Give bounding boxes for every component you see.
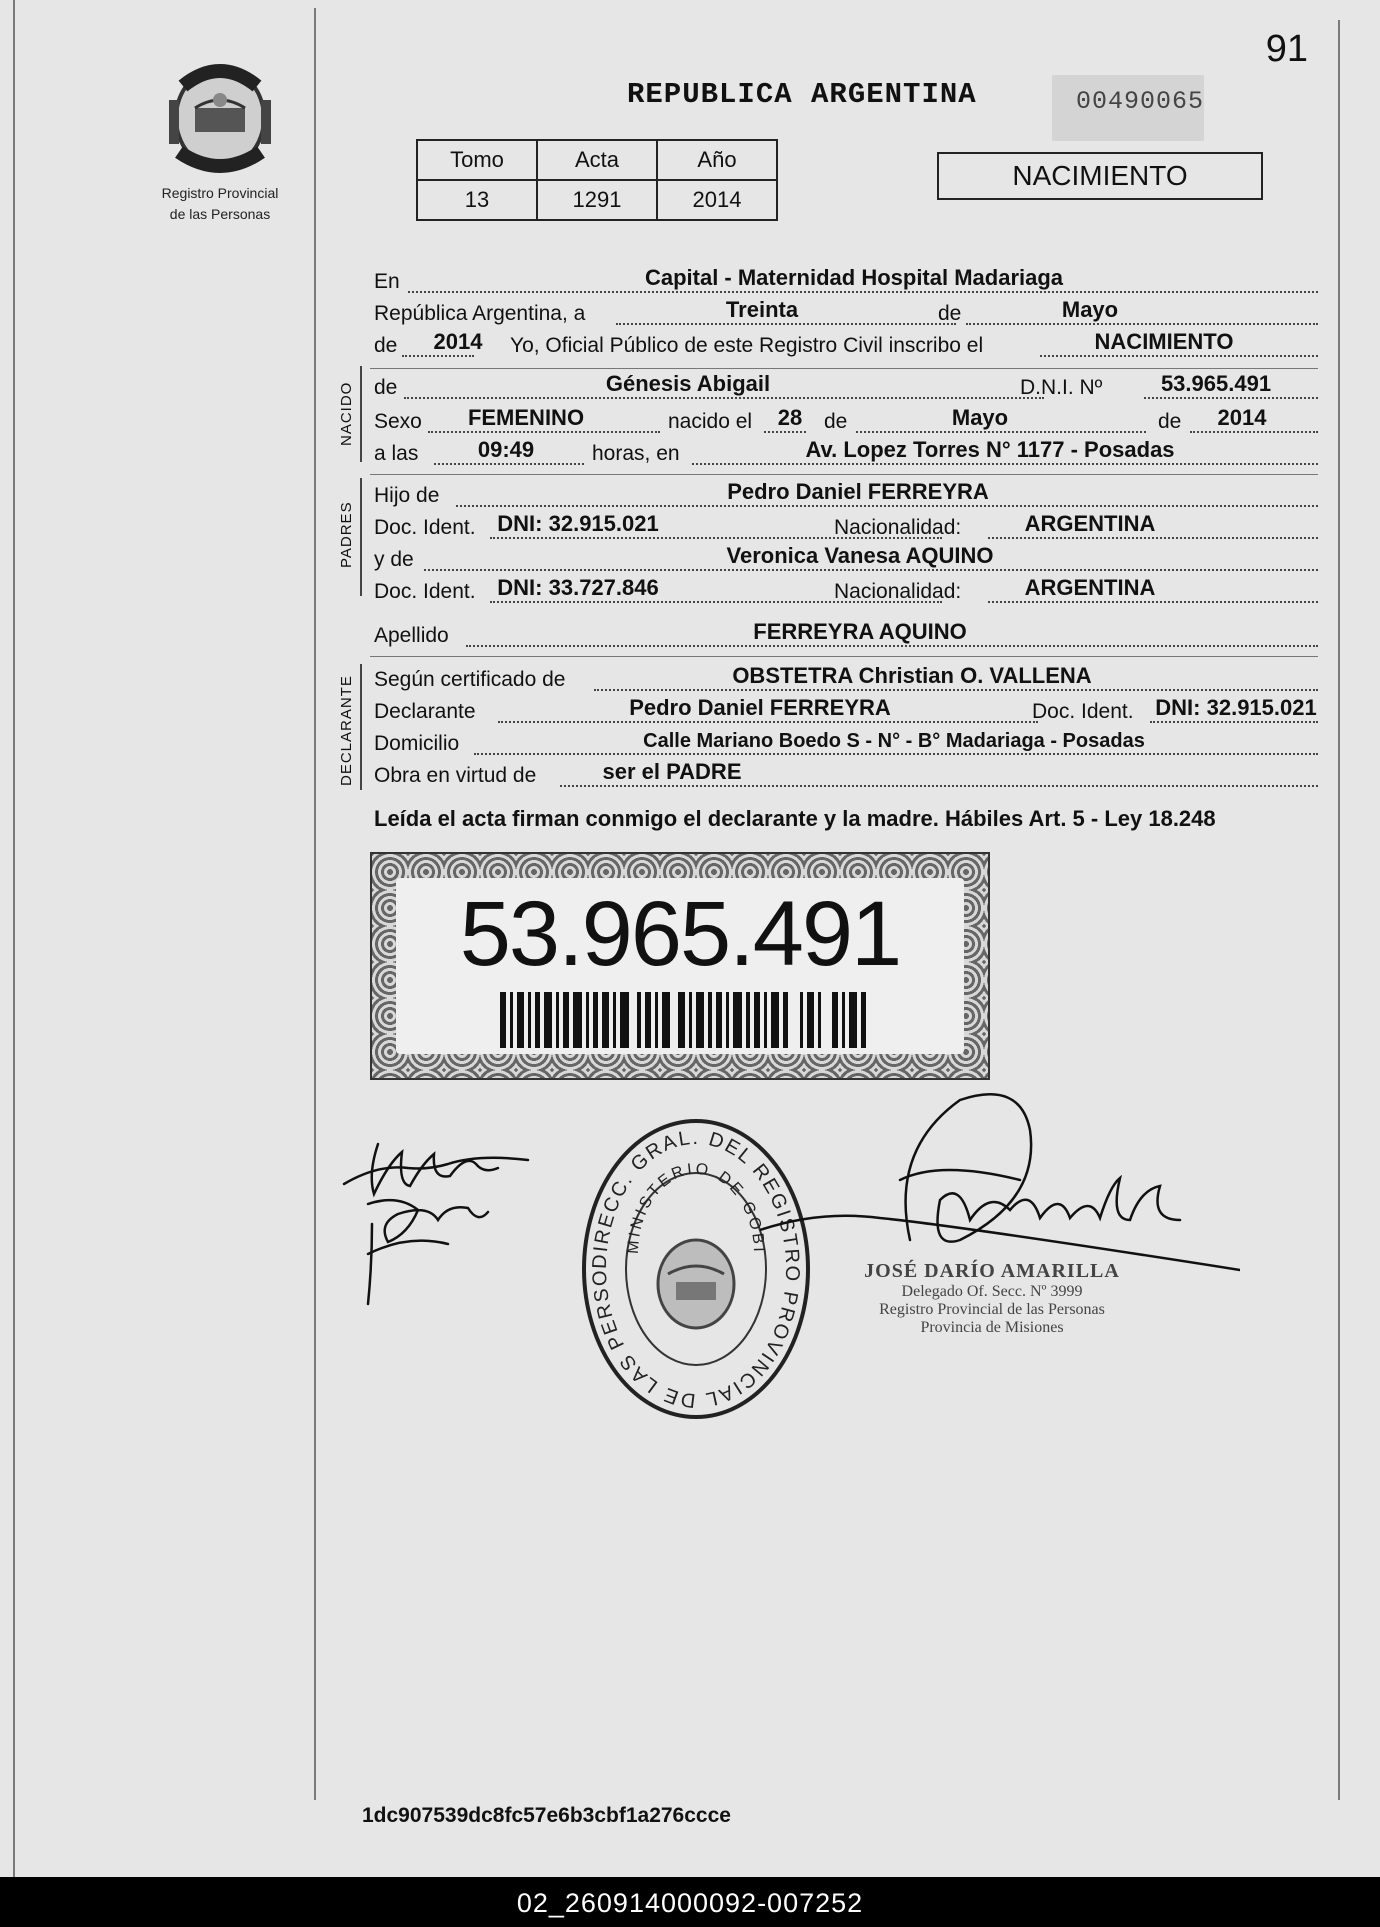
official-office: Registro Provincial de las Personas [879, 1301, 1105, 1318]
sexo-value: FEMENINO [467, 405, 585, 430]
form-row-sexo [374, 404, 1318, 436]
page-number: 91 [1265, 28, 1308, 70]
dotted-line [466, 645, 1318, 647]
official-stamp [842, 1260, 1142, 1337]
dotted-line [988, 537, 1318, 539]
dotted-line [1040, 355, 1318, 357]
dotted-line [456, 505, 1318, 507]
right-margin-line [1338, 20, 1340, 1800]
obra-value: ser el PADRE [602, 759, 742, 784]
dotted-line [560, 785, 1318, 787]
nacionalidad-label: Nacionalidad: [834, 516, 962, 539]
serial-stamp [1052, 75, 1204, 141]
mes-inscripcion-value: Mayo [1061, 297, 1119, 322]
dni-value: 53.965.491 [1160, 371, 1272, 396]
form-row-padre-doc [374, 510, 1318, 542]
obra-label: Obra en virtud de [374, 764, 537, 787]
misiones-crest-icon [165, 52, 275, 176]
acta-value: 1291 [537, 180, 657, 220]
provincial-logo [140, 52, 300, 223]
separator-nacido [370, 368, 1318, 369]
lugar-nac-value: Av. Lopez Torres N° 1177 - Posadas [805, 437, 1175, 462]
dotted-line [498, 721, 1038, 723]
form-row-fecha [374, 296, 1318, 328]
dni-sticker-label [396, 878, 964, 1054]
de-label: de [1158, 410, 1182, 433]
dotted-line [856, 431, 1146, 433]
dotted-line [692, 463, 1318, 465]
seal-inner-text: MINISTERIO DE GOBI [624, 1160, 768, 1255]
page-left-edge [13, 0, 15, 1877]
dotted-line [594, 689, 1318, 691]
logo-caption-2: de las Personas [169, 206, 271, 222]
padre-value: Pedro Daniel FERREYRA [727, 479, 989, 504]
hijo-label: Hijo de [374, 484, 440, 507]
domicilio-value: Calle Mariano Boedo S - N° - B° Madariaga - Posadas [643, 730, 1145, 752]
dotted-line [1144, 397, 1318, 399]
logo-caption-1: Registro Provincial [161, 185, 279, 201]
domicilio-label: Domicilio [374, 732, 460, 755]
form-row-inscripcion [374, 328, 1318, 360]
republica-label: República Argentina, a [374, 302, 586, 325]
dotted-line [424, 569, 1318, 571]
madre-doc-value: DNI: 33.727.846 [497, 575, 659, 600]
form-row-declarante [374, 694, 1318, 726]
footer-id: 02_260914000092-007252 [516, 1888, 864, 1918]
lugar-value: Capital - Maternidad Hospital Madariaga [644, 265, 1064, 290]
form-row-domicilio [374, 726, 1318, 758]
anio-nac-value: 2014 [1217, 405, 1267, 430]
doc-label: Doc. Ident. [374, 516, 476, 539]
seal-text: DIRECC. GRAL. DEL REGISTRO PROVINCIAL DE LAS PERSO [588, 1126, 804, 1412]
official-province: Provincia de Misiones [920, 1319, 1064, 1336]
declarant-signatures [338, 1124, 538, 1314]
section-label-declarante: DECLARANTE [338, 675, 355, 786]
yde-label: y de [374, 548, 414, 571]
separator-declarante [370, 656, 1318, 657]
dotted-line [616, 323, 956, 325]
certificado-label: Según certificado de [374, 668, 566, 691]
dni-label: D.N.I. Nº [1020, 376, 1103, 399]
official-name: JOSÉ DARÍO AMARILLA [864, 1260, 1120, 1282]
document-title: REPUBLICA ARGENTINA [627, 78, 977, 111]
anio-value: 2014 [657, 180, 777, 220]
padre-doc-value: DNI: 32.915.021 [497, 511, 659, 536]
form-row-apellido [374, 618, 1318, 650]
form-row-lugar [374, 264, 1318, 296]
section-label-padres: PADRES [338, 501, 355, 568]
dotted-line [408, 291, 1318, 293]
dotted-line [764, 431, 806, 433]
tomo-header: Tomo [417, 140, 537, 180]
declarante-doc-value: DNI: 32.915.021 [1155, 695, 1317, 720]
barcode-icon [500, 992, 868, 1048]
apellido-label: Apellido [374, 624, 449, 647]
mes-nac-value: Mayo [951, 405, 1009, 430]
legal-note: Leída el acta firman conmigo el declarante y la madre. Hábiles Art. 5 - Ley 18.248 [374, 806, 1216, 831]
footer-bar [0, 1877, 1380, 1927]
de-label: de [938, 302, 962, 325]
certificado-value: OBSTETRA Christian O. VALLENA [732, 663, 1092, 688]
acto-value: NACIMIENTO [1094, 329, 1234, 354]
de-label: de [824, 410, 848, 433]
nacido-label: nacido el [668, 410, 753, 433]
form-row-hora [374, 436, 1318, 468]
record-type-box: NACIMIENTO [937, 152, 1263, 200]
horas-en-label: horas, en [592, 442, 680, 465]
dotted-line [988, 601, 1318, 603]
madre-value: Veronica Vanesa AQUINO [726, 543, 994, 568]
hora-value: 09:49 [477, 437, 535, 462]
anio-inscripcion-value: 2014 [433, 329, 483, 354]
form-row-padre [374, 478, 1318, 510]
dia-inscripcion-value: Treinta [725, 297, 799, 322]
sexo-label: Sexo [374, 410, 422, 433]
nacionalidad-label: Nacionalidad: [834, 580, 962, 603]
register-table [416, 139, 778, 221]
dotted-line [434, 463, 584, 465]
doc-label: Doc. Ident. [374, 580, 476, 603]
en-label: En [374, 270, 400, 293]
dotted-line [474, 753, 1318, 755]
margin-line [314, 8, 316, 1800]
dotted-line [1190, 431, 1318, 433]
separator-padres [370, 474, 1318, 475]
dotted-line [404, 397, 1044, 399]
form-row-madre-doc [374, 574, 1318, 606]
form-row-madre [374, 542, 1318, 574]
declarante-label: Declarante [374, 700, 476, 723]
madre-nac-value: ARGENTINA [1024, 575, 1156, 600]
declarante-value: Pedro Daniel FERREYRA [629, 695, 891, 720]
dotted-line [1150, 721, 1318, 723]
dia-nac-value: 28 [777, 405, 803, 430]
section-line-padres [360, 478, 362, 596]
dni-sticker [370, 852, 990, 1080]
dotted-line [966, 323, 1318, 325]
section-label-nacido: NACIDO [338, 381, 355, 446]
apellido-value: FERREYRA AQUINO [753, 619, 967, 644]
form-row-certificado [374, 662, 1318, 694]
dotted-line [402, 355, 474, 357]
form-row-nombre [374, 370, 1318, 402]
nombre-value: Génesis Abigail [605, 371, 771, 396]
official-role: Delegado Of. Secc. Nº 3999 [901, 1283, 1083, 1300]
alas-label: a las [374, 442, 419, 465]
form-row-obra [374, 758, 1318, 790]
acta-header: Acta [537, 140, 657, 180]
section-line-declarante [360, 664, 362, 790]
serial-number: 00490065 [1076, 87, 1205, 116]
anio-header: Año [657, 140, 777, 180]
oficial-text: Yo, Oficial Público de este Registro Civil inscribo el [510, 334, 984, 357]
de-label: de [374, 376, 398, 399]
tomo-value: 13 [417, 180, 537, 220]
padre-nac-value: ARGENTINA [1024, 511, 1156, 536]
dotted-line [428, 431, 660, 433]
document-hash: 1dc907539dc8fc57e6b3cbf1a276ccce [362, 1804, 731, 1827]
de-label: de [374, 334, 398, 357]
declarante-doc-label: Doc. Ident. [1032, 700, 1134, 723]
section-line-nacido [360, 366, 362, 462]
dni-sticker-number: 53.965.491 [459, 883, 901, 985]
